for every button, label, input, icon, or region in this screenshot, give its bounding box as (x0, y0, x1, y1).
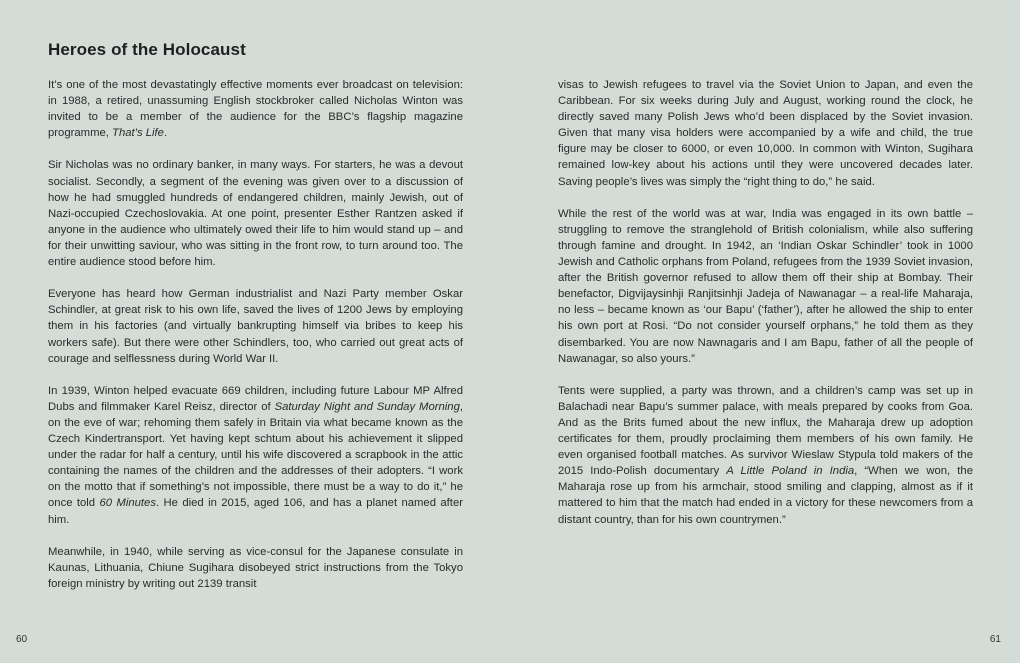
paragraph (48, 383, 463, 528)
text-run: In 1939, Winton helped evacuate 669 children, including future Labour MP Alfred Dubs and filmmaker Karel Reisz, director of (48, 384, 463, 413)
text-run: , on the eve of war; rehoming them safely in Britain via what became known as the Czech Kindertransport. Yet having kept schtum about his achievement it slipped under the radar for half a century, until his wife discovered a scrapbook in the attic containing the names of the children and the addresses of their adopters. “I work on the motto that if something’s not impossible, there must be a way to do it,” he once told (48, 400, 463, 510)
italic-text-run: Saturday Night and Sunday Morning (274, 400, 460, 413)
text-run: While the rest of the world was at war, India was engaged in its own battle – struggling to remove the stranglehold of British colonialism, while also suffering through famine and drought. In 1942, an ‘Indian Oskar Schindler’ took in 1000 Jewish and Catholic orphans from Poland, refugees from the 1939 Soviet invasion, after the British governor refused to allow them off their ship at Bombay. Their benefactor, Digvijaysinhji Ranjitsinhji Jadeja of Nawanagar – a real-life Maharaja, no less – became known as ‘our Bapu’ (‘father’), after he allowed the ship to enter his own port at Rosi. “Do not consider yourself orphans,” he told them as they disembarked. You are now Nawnagaris and I am Bapu, father of all the people of Nawanagar, so also yours.” (558, 207, 973, 365)
paragraph (48, 286, 463, 366)
paragraph (48, 157, 463, 270)
italic-text-run: That’s Life (112, 127, 164, 140)
text-run: , “When we won, the Maharaja rose up from his armchair, stood smiling and clapping, almost as if it mattered to him that the match had ended in a victory for these newcomers from a distant country, than for his own countrymen.” (558, 465, 973, 526)
right-page (510, 0, 1020, 663)
paragraph (48, 77, 463, 141)
chapter-title: Heroes of the Holocaust (48, 40, 246, 59)
text-run: visas to Jewish refugees to travel via the Soviet Union to Japan, and even the Caribbean. For six weeks during July and August, working round the clock, he directly saved many Polish Jews who’d been displaced by the Soviet invasion. Given that many visa holders were accompanied by a wife and child, the true figure may be closer to 6000, or even 10,000. In common with Winton, Sugihara remained low-key about his actions until they were uncovered decades later. Saving people’s lives was simply the “right thing to do,” he said. (558, 79, 973, 188)
text-run: Meanwhile, in 1940, while serving as vice-consul for the Japanese consulate in Kaunas, Lithuania, Chiune Sugihara disobeyed strict instructions from the Tokyo foreign ministry by writing out 2139 transit (48, 545, 463, 590)
text-run: It’s one of the most devastatingly effective moments ever broadcast on television: in 1988, a retired, unassuming English stockbroker called Nicholas Winton was invited to be a member of the audience for the BBC’s flagship magazine programme, (48, 79, 463, 140)
paragraph (558, 77, 973, 190)
italic-text-run: 60 Minutes (99, 497, 156, 510)
italic-text-run: A Little Poland in India (726, 465, 855, 478)
page-number-left: 60 (16, 634, 28, 645)
left-text-column (48, 77, 463, 592)
text-run: Tents were supplied, a party was thrown, and a children’s camp was set up in Balachadi near Bapu’s summer palace, with meals prepared by cooks from Goa. And as the Brits fumed about the new influx, the Maharaja drew up adoption certificates for them, proudly proclaiming them members of his own family. He even organised football matches. As survivor Wieslaw Stypula told makers of the 2015 Indo-Polish documentary (558, 384, 973, 478)
text-run: . He died in 2015, aged 106, and has a planet named after him. (48, 497, 463, 526)
paragraph (48, 544, 463, 592)
text-run: . (163, 127, 168, 140)
paragraph (558, 383, 973, 528)
text-run: Sir Nicholas was no ordinary banker, in many ways. For starters, he was a devout socialist. Secondly, a segment of the evening was given over to a discussion of how he had smuggled hundreds of endangered children, mainly Jewish, out of Nazi-occupied Czechoslovakia. At one point, presenter Esther Rantzen asked if anyone in the audience who ultimately owed their life to him would stand up – and for their unwitting saviour, who was sitting in the front row, to turn around too. The entire audience stood before him. (48, 159, 463, 269)
page-number-right: 61 (989, 634, 1001, 645)
text-run: Everyone has heard how German industrialist and Nazi Party member Oskar Schindler, at great risk to his own life, saved the lives of 1200 Jews by employing them in his factories (and virtually bankrupting himself via bribes to keep his workers safe). But there were other Schindlers, too, who carried out great acts of courage and selflessness during World War II. (48, 288, 463, 365)
right-text-column (558, 77, 973, 528)
paragraph (558, 206, 973, 367)
